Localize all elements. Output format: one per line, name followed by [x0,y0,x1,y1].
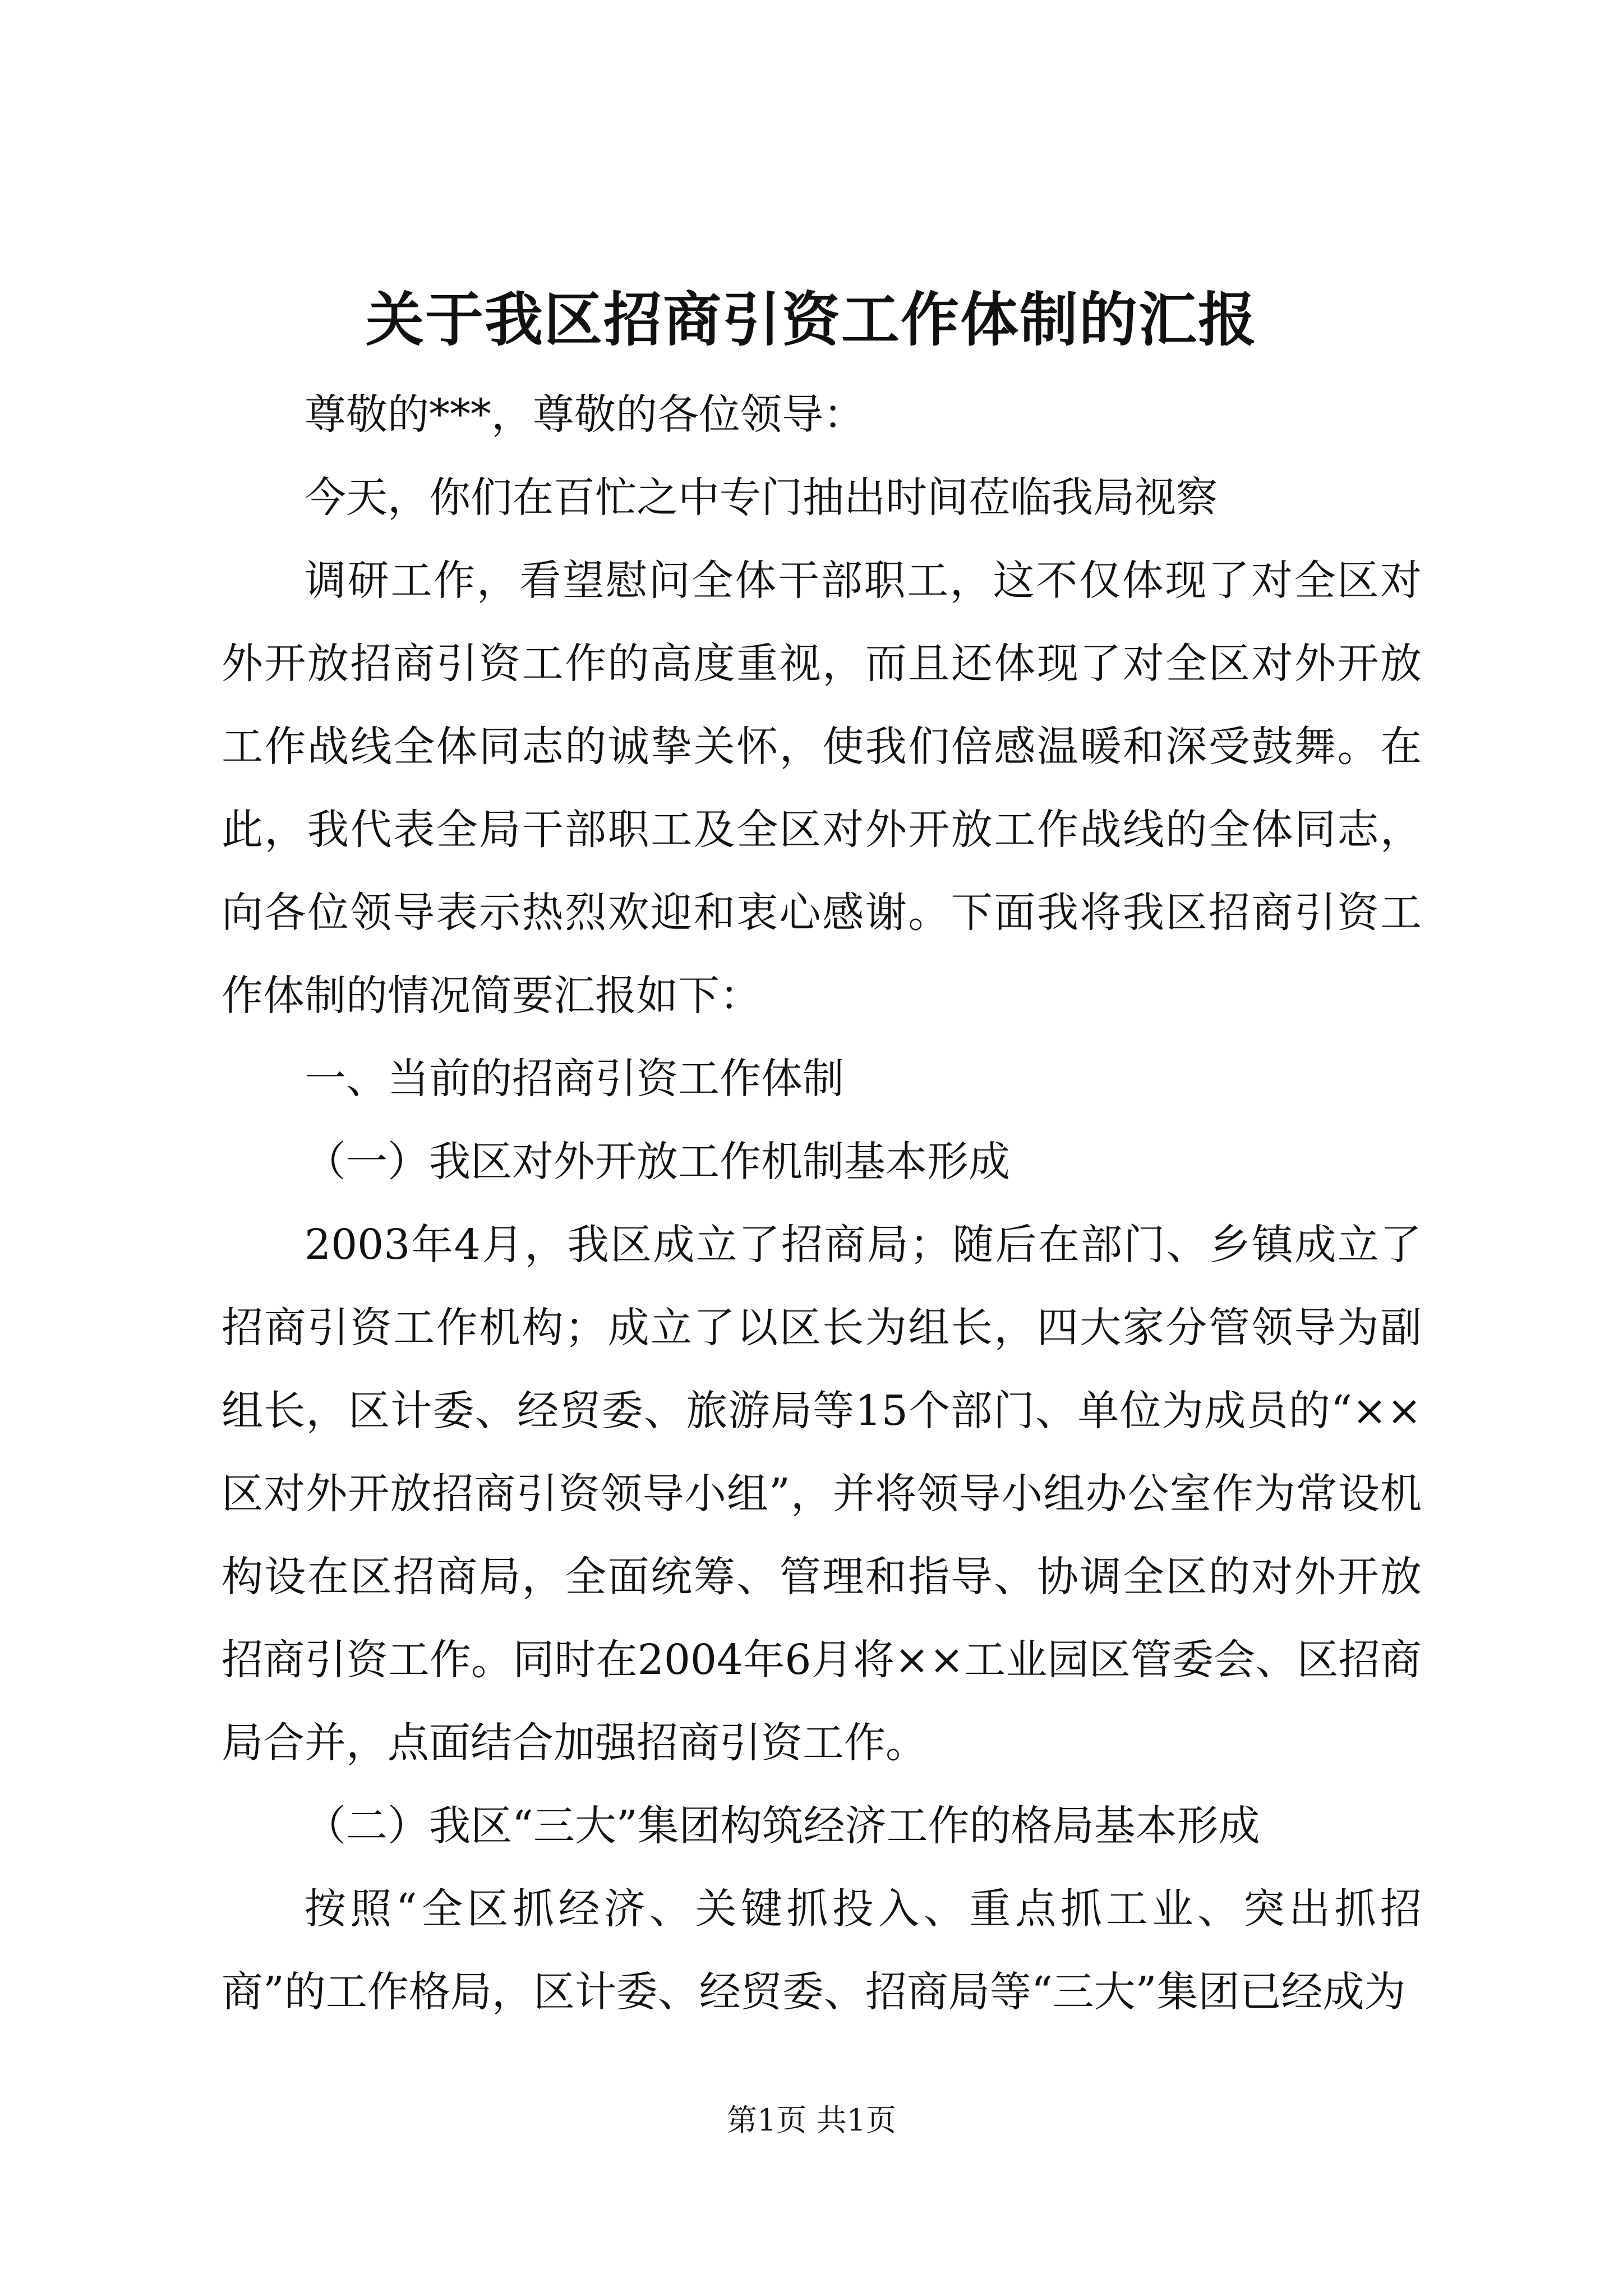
paragraph-intro-2: 调研工作，看望慰问全体干部职工，这不仅体现了对全区对外开放招商引资工作的高度重视，而且还体现了对全区对外开放工作战线全体同志的诚挚关怀，使我们倍感温暖和深受鼓舞。在此，我代表全局干部职工及全区对外开放工作战线的全体同志，向各位领导表示热烈欢迎和衷心感谢。下面我将我区招商引资工作体制的情况简要汇报如下： [222,556,1422,1020]
subsection-heading-1: （一）我区对外开放工作机制基本形成 [305,1138,1010,1186]
page-footer: 第1页 共1页 [727,2102,896,2138]
paragraph-intro-1: 今天，你们在百忙之中专门抽出时间莅临我局视察 [305,473,1218,522]
paragraph-body-2: 按照“全区抓经济、关键抓投入、重点抓工业、突出抓招商”的工作格局，区计委、经贸委、招商局等“三大”集团已经成为 [222,1885,1422,2016]
section-heading-1: 一、当前的招商引资工作体制 [305,1055,844,1103]
document-body [222,373,1422,2033]
document-title: 关于我区招商引资工作体制的汇报 [365,285,1257,354]
subsection-heading-2: （二）我区“三大”集团构筑经济工作的格局基本形成 [305,1802,1260,1850]
salutation: 尊敬的***，尊敬的各位领导： [305,390,865,439]
paragraph-body-1: 2003年4月，我区成立了招商局；随后在部门、乡镇成立了招商引资工作机构；成立了以区长为组长，四大家分管领导为副组长，区计委、经贸委、旅游局等15个部门、单位为成员的“××区对外开放招商引资领导小组”，并将领导小组办公室作为常设机构设在区招商局，全面统筹、管理和指导、协调全区的对外开放招商引资工作。同时在2004年6月将××工业园区管委会、区招商局合并，点面结合加强招商引资工作。 [222,1221,1422,1767]
